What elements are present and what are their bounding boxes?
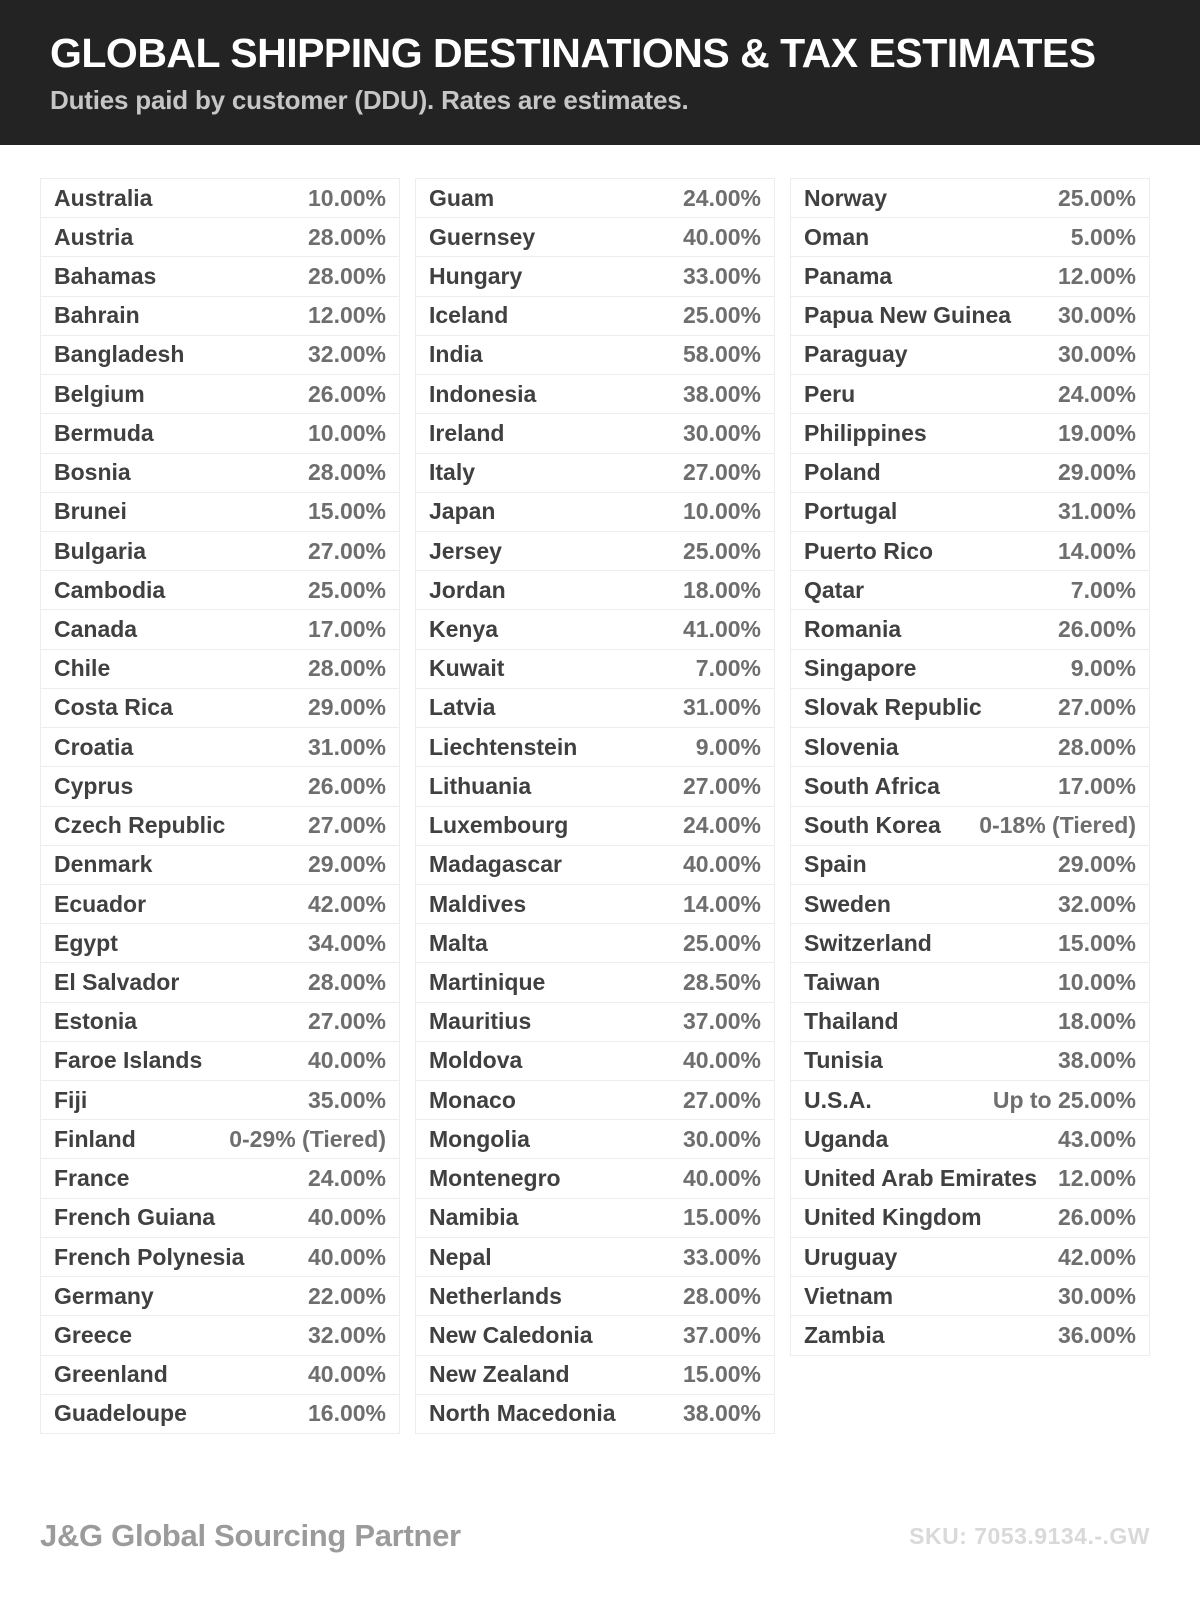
country-name: Guernsey — [429, 223, 536, 250]
table-row — [416, 609, 774, 648]
country-name: Portugal — [804, 498, 898, 525]
table-row — [416, 178, 774, 217]
country-name: Singapore — [804, 655, 917, 682]
country-name: Belgium — [54, 380, 145, 407]
table-row — [416, 649, 774, 688]
tax-rate: 7.00% — [1070, 576, 1136, 603]
table-row — [416, 374, 774, 413]
table-row — [791, 1276, 1149, 1315]
table-row — [791, 609, 1149, 648]
page-title: GLOBAL SHIPPING DESTINATIONS & TAX ESTIMATES — [50, 29, 1096, 76]
table-row — [791, 296, 1149, 335]
tax-rate: 29.00% — [1057, 459, 1136, 486]
table-row — [416, 1198, 774, 1237]
table-row — [416, 806, 774, 845]
table-row — [41, 1080, 399, 1119]
country-name: Thailand — [804, 1008, 899, 1035]
table-row — [791, 1237, 1149, 1276]
country-name: Australia — [54, 184, 153, 211]
country-name: Italy — [429, 459, 476, 486]
table-row — [791, 1080, 1149, 1119]
tax-rate: 31.00% — [307, 733, 386, 760]
tax-rate: 19.00% — [1057, 419, 1136, 446]
tax-rate: 40.00% — [307, 1204, 386, 1231]
tax-rate: 7.00% — [695, 655, 761, 682]
tax-rate: 30.00% — [682, 1125, 761, 1152]
tax-rate: 32.00% — [307, 1321, 386, 1348]
table-row — [41, 1237, 399, 1276]
country-name: Liechtenstein — [429, 733, 578, 760]
country-name: Egypt — [54, 929, 118, 956]
country-name: Greenland — [54, 1361, 168, 1388]
tax-rate: 42.00% — [1057, 1243, 1136, 1270]
country-name: United Arab Emirates — [804, 1165, 1038, 1192]
table-row — [791, 1198, 1149, 1237]
country-name: Luxembourg — [429, 812, 569, 839]
country-name: Brunei — [54, 498, 127, 525]
tax-rate: 17.00% — [1057, 772, 1136, 799]
country-name: Costa Rica — [54, 694, 173, 721]
table-row — [791, 531, 1149, 570]
country-name: Mongolia — [429, 1125, 530, 1152]
tax-rate: 29.00% — [307, 694, 386, 721]
table-row — [41, 1315, 399, 1354]
country-name: Moldova — [429, 1047, 523, 1074]
tax-rate: 41.00% — [682, 616, 761, 643]
tax-rate: 27.00% — [682, 772, 761, 799]
table-row — [416, 1002, 774, 1041]
table-row — [41, 962, 399, 1001]
tax-rate: 28.00% — [307, 223, 386, 250]
table-row — [41, 806, 399, 845]
country-name: Fiji — [54, 1086, 88, 1113]
table-row — [41, 413, 399, 452]
tax-rate: 25.00% — [682, 537, 761, 564]
country-name: Namibia — [429, 1204, 519, 1231]
tax-rate: 31.00% — [682, 694, 761, 721]
table-row — [41, 531, 399, 570]
tax-rate: 40.00% — [307, 1243, 386, 1270]
tax-rate: 10.00% — [307, 184, 386, 211]
table-row — [416, 1394, 774, 1433]
tax-rate: 37.00% — [682, 1008, 761, 1035]
table-row — [416, 845, 774, 884]
tax-rate: 9.00% — [695, 733, 761, 760]
table-row — [416, 962, 774, 1001]
tax-rate: 42.00% — [307, 890, 386, 917]
table-row — [41, 1041, 399, 1080]
table-row — [791, 884, 1149, 923]
country-name: Monaco — [429, 1086, 516, 1113]
tax-rate: 12.00% — [1057, 263, 1136, 290]
country-name: Tunisia — [804, 1047, 883, 1074]
table-row — [416, 1237, 774, 1276]
country-name: Martinique — [429, 968, 546, 995]
country-name: Bahrain — [54, 302, 140, 329]
tax-rate: 27.00% — [307, 812, 386, 839]
table-row — [791, 453, 1149, 492]
tax-rate: 28.00% — [682, 1282, 761, 1309]
table-row — [41, 1394, 399, 1433]
tax-rate: 40.00% — [682, 1165, 761, 1192]
table-row — [791, 923, 1149, 962]
table-row — [791, 962, 1149, 1001]
country-name: Jordan — [429, 576, 506, 603]
table-row — [791, 1041, 1149, 1080]
table-row — [416, 727, 774, 766]
country-name: Slovenia — [804, 733, 899, 760]
table-row — [416, 1080, 774, 1119]
tax-rate: 28.00% — [307, 459, 386, 486]
country-name: Uganda — [804, 1125, 889, 1152]
table-row — [41, 178, 399, 217]
tax-rate: 28.00% — [307, 263, 386, 290]
country-name: Iceland — [429, 302, 509, 329]
table-row — [791, 688, 1149, 727]
country-name: Cyprus — [54, 772, 134, 799]
country-name: Romania — [804, 616, 902, 643]
table-row — [416, 256, 774, 295]
country-name: India — [429, 341, 483, 368]
tax-rate: 18.00% — [682, 576, 761, 603]
tax-rate: 25.00% — [682, 929, 761, 956]
table-row — [791, 845, 1149, 884]
tax-rate: 26.00% — [1057, 1204, 1136, 1231]
table-row — [41, 296, 399, 335]
tax-rate: 25.00% — [1057, 184, 1136, 211]
country-name: Zambia — [804, 1321, 885, 1348]
country-name: Oman — [804, 223, 870, 250]
table-row — [791, 570, 1149, 609]
table-row — [41, 1276, 399, 1315]
country-name: French Guiana — [54, 1204, 216, 1231]
tax-rate: 22.00% — [307, 1282, 386, 1309]
country-name: Uruguay — [804, 1243, 898, 1270]
tax-rate: 9.00% — [1070, 655, 1136, 682]
tax-rate: 28.00% — [307, 655, 386, 682]
country-name: Finland — [54, 1125, 136, 1152]
country-name: Bermuda — [54, 419, 154, 446]
tax-table — [40, 178, 1150, 1434]
country-name: Kuwait — [429, 655, 505, 682]
table-row — [41, 453, 399, 492]
country-name: Bulgaria — [54, 537, 147, 564]
country-name: Maldives — [429, 890, 527, 917]
table-row — [41, 335, 399, 374]
tax-table-column-2 — [415, 178, 775, 1434]
tax-rate: 15.00% — [682, 1361, 761, 1388]
country-name: Latvia — [429, 694, 496, 721]
country-name: Hungary — [429, 263, 523, 290]
country-name: South Africa — [804, 772, 940, 799]
country-name: Puerto Rico — [804, 537, 934, 564]
tax-rate: 38.00% — [1057, 1047, 1136, 1074]
table-row — [41, 374, 399, 413]
country-name: Indonesia — [429, 380, 537, 407]
country-name: Montenegro — [429, 1165, 561, 1192]
tax-rate: 34.00% — [307, 929, 386, 956]
table-row — [41, 649, 399, 688]
table-row — [41, 256, 399, 295]
table-row — [41, 845, 399, 884]
tax-rate: 27.00% — [1057, 694, 1136, 721]
table-row — [791, 413, 1149, 452]
table-row — [41, 1198, 399, 1237]
country-name: Switzerland — [804, 929, 932, 956]
table-row — [416, 1315, 774, 1354]
country-name: Estonia — [54, 1008, 138, 1035]
tax-rate: 26.00% — [1057, 616, 1136, 643]
country-name: Poland — [804, 459, 881, 486]
tax-rate: 14.00% — [1057, 537, 1136, 564]
tax-rate: 40.00% — [307, 1361, 386, 1388]
table-row — [41, 609, 399, 648]
table-row — [41, 884, 399, 923]
tax-rate: 30.00% — [1057, 341, 1136, 368]
tax-rate: 58.00% — [682, 341, 761, 368]
tax-rate: 24.00% — [682, 184, 761, 211]
tax-rate: 30.00% — [1057, 302, 1136, 329]
tax-rate: 25.00% — [307, 576, 386, 603]
tax-rate: 37.00% — [682, 1321, 761, 1348]
table-row — [416, 335, 774, 374]
table-row — [416, 1276, 774, 1315]
table-row — [41, 1119, 399, 1158]
tax-rate: 27.00% — [307, 537, 386, 564]
tax-rate: 15.00% — [1057, 929, 1136, 956]
country-name: U.S.A. — [804, 1086, 872, 1113]
country-name: Madagascar — [429, 851, 562, 878]
table-row — [416, 570, 774, 609]
footer-brand: J&G Global Sourcing Partner — [40, 1518, 461, 1553]
tax-rate: 43.00% — [1057, 1125, 1136, 1152]
table-row — [791, 766, 1149, 805]
table-row — [41, 766, 399, 805]
country-name: Slovak Republic — [804, 694, 982, 721]
table-row — [791, 178, 1149, 217]
country-name: Kenya — [429, 616, 499, 643]
table-row — [791, 1119, 1149, 1158]
country-name: Peru — [804, 380, 856, 407]
country-name: New Caledonia — [429, 1321, 593, 1348]
country-name: French Polynesia — [54, 1243, 245, 1270]
country-name: Ecuador — [54, 890, 147, 917]
tax-rate: 10.00% — [1057, 968, 1136, 995]
country-name: Vietnam — [804, 1282, 894, 1309]
table-row — [416, 413, 774, 452]
country-name: Qatar — [804, 576, 865, 603]
country-name: Paraguay — [804, 341, 908, 368]
page-subtitle: Duties paid by customer (DDU). Rates are estimates. — [50, 84, 689, 115]
country-name: Spain — [804, 851, 867, 878]
tax-rate: 27.00% — [307, 1008, 386, 1035]
tax-rate: 38.00% — [682, 380, 761, 407]
table-row — [791, 335, 1149, 374]
country-name: Philippines — [804, 419, 927, 446]
tax-rate: 12.00% — [307, 302, 386, 329]
tax-rate: 26.00% — [307, 772, 386, 799]
table-row — [416, 453, 774, 492]
table-row — [41, 1355, 399, 1394]
tax-rate: 26.00% — [307, 380, 386, 407]
country-name: Cambodia — [54, 576, 166, 603]
country-name: North Macedonia — [429, 1400, 616, 1427]
tax-rate: 10.00% — [682, 498, 761, 525]
country-name: Guadeloupe — [54, 1400, 187, 1427]
tax-rate: 27.00% — [682, 459, 761, 486]
country-name: Faroe Islands — [54, 1047, 203, 1074]
tax-rate: 33.00% — [682, 1243, 761, 1270]
country-name: Bosnia — [54, 459, 131, 486]
tax-rate: 24.00% — [682, 812, 761, 839]
country-name: Taiwan — [804, 968, 881, 995]
country-name: Norway — [804, 184, 888, 211]
tax-rate: 28.00% — [1057, 733, 1136, 760]
table-row — [791, 806, 1149, 845]
country-name: Sweden — [804, 890, 891, 917]
table-row — [416, 531, 774, 570]
tax-rate: 29.00% — [1057, 851, 1136, 878]
table-row — [791, 492, 1149, 531]
table-row — [41, 1002, 399, 1041]
table-row — [791, 217, 1149, 256]
country-name: Germany — [54, 1282, 154, 1309]
country-name: Bangladesh — [54, 341, 185, 368]
country-name: New Zealand — [429, 1361, 570, 1388]
country-name: Greece — [54, 1321, 133, 1348]
tax-table-column-1 — [40, 178, 400, 1434]
tax-rate: 14.00% — [682, 890, 761, 917]
table-row — [41, 492, 399, 531]
tax-rate: 32.00% — [1057, 890, 1136, 917]
country-name: Lithuania — [429, 772, 532, 799]
country-name: Chile — [54, 655, 111, 682]
table-row — [416, 1355, 774, 1394]
country-name: Austria — [54, 223, 134, 250]
tax-rate: 15.00% — [307, 498, 386, 525]
country-name: Panama — [804, 263, 893, 290]
tax-table-column-3 — [790, 178, 1150, 1356]
table-row — [416, 1158, 774, 1197]
tax-rate: 0-29% (Tiered) — [229, 1125, 386, 1152]
table-row — [41, 727, 399, 766]
country-name: France — [54, 1165, 130, 1192]
tax-rate: 16.00% — [307, 1400, 386, 1427]
country-name: Nepal — [429, 1243, 492, 1270]
tax-rate: 18.00% — [1057, 1008, 1136, 1035]
tax-rate: 12.00% — [1057, 1165, 1136, 1192]
table-row — [416, 217, 774, 256]
country-name: Mauritius — [429, 1008, 532, 1035]
tax-rate: 40.00% — [682, 223, 761, 250]
table-row — [41, 923, 399, 962]
table-row — [416, 492, 774, 531]
table-row — [416, 766, 774, 805]
tax-rate: 30.00% — [1057, 1282, 1136, 1309]
tax-rate: Up to 25.00% — [992, 1086, 1136, 1113]
tax-rate: 15.00% — [682, 1204, 761, 1231]
table-row — [791, 649, 1149, 688]
page-footer — [40, 1518, 1150, 1554]
tax-rate: 27.00% — [682, 1086, 761, 1113]
table-row — [791, 256, 1149, 295]
page-header — [0, 0, 1200, 145]
table-row — [41, 688, 399, 727]
tax-rate: 36.00% — [1057, 1321, 1136, 1348]
country-name: Netherlands — [429, 1282, 562, 1309]
country-name: Papua New Guinea — [804, 302, 1012, 329]
tax-rate: 32.00% — [307, 341, 386, 368]
country-name: Japan — [429, 498, 496, 525]
country-name: Malta — [429, 929, 488, 956]
tax-rate: 5.00% — [1070, 223, 1136, 250]
tax-rate: 28.00% — [307, 968, 386, 995]
tax-rate: 40.00% — [307, 1047, 386, 1074]
table-row — [41, 217, 399, 256]
tax-rate: 24.00% — [307, 1165, 386, 1192]
country-name: Bahamas — [54, 263, 157, 290]
tax-rate: 33.00% — [682, 263, 761, 290]
table-row — [41, 570, 399, 609]
country-name: Guam — [429, 184, 495, 211]
table-row — [791, 1158, 1149, 1197]
table-row — [416, 1119, 774, 1158]
country-name: Canada — [54, 616, 138, 643]
tax-rate: 40.00% — [682, 851, 761, 878]
country-name: Denmark — [54, 851, 153, 878]
country-name: Czech Republic — [54, 812, 226, 839]
table-row — [791, 374, 1149, 413]
footer-sku: SKU: 7053.9134.-.GW — [909, 1522, 1150, 1549]
table-row — [416, 923, 774, 962]
table-row — [416, 884, 774, 923]
tax-rate: 0-18% (Tiered) — [979, 812, 1136, 839]
tax-rate: 38.00% — [682, 1400, 761, 1427]
country-name: Croatia — [54, 733, 134, 760]
table-row — [416, 296, 774, 335]
country-name: Ireland — [429, 419, 505, 446]
tax-rate: 29.00% — [307, 851, 386, 878]
table-row — [416, 1041, 774, 1080]
table-row — [41, 1158, 399, 1197]
country-name: Jersey — [429, 537, 502, 564]
tax-rate: 24.00% — [1057, 380, 1136, 407]
tax-rate: 28.50% — [682, 968, 761, 995]
country-name: El Salvador — [54, 968, 180, 995]
tax-rate: 31.00% — [1057, 498, 1136, 525]
table-row — [791, 727, 1149, 766]
tax-rate: 35.00% — [307, 1086, 386, 1113]
country-name: United Kingdom — [804, 1204, 982, 1231]
table-row — [791, 1315, 1149, 1354]
country-name: South Korea — [804, 812, 941, 839]
tax-rate: 25.00% — [682, 302, 761, 329]
tax-rate: 40.00% — [682, 1047, 761, 1074]
tax-rate: 17.00% — [307, 616, 386, 643]
tax-rate: 30.00% — [682, 419, 761, 446]
table-row — [416, 688, 774, 727]
table-row — [791, 1002, 1149, 1041]
tax-rate: 10.00% — [307, 419, 386, 446]
